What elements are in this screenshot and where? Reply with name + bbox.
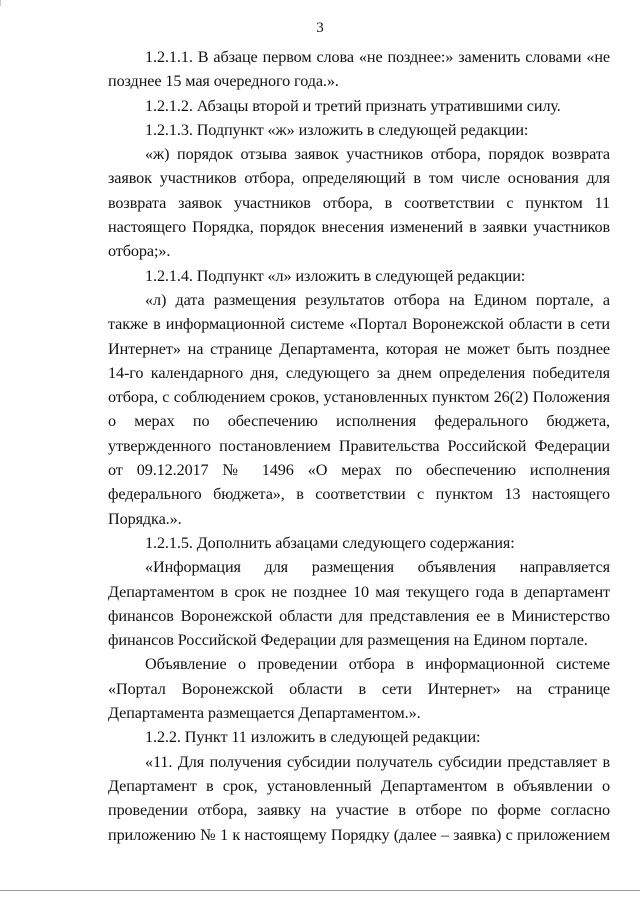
scan-corner-mark bbox=[0, 0, 1, 6]
scan-bottom-edge bbox=[0, 890, 640, 891]
document-body bbox=[108, 45, 610, 847]
paragraph-1-2-2: 1.2.2. Пункт 11 изложить в следующей редакции: bbox=[145, 728, 481, 747]
paragraph-subpoint-l: «л) дата размещения результатов отбора на Едином портале, а также в информационной системе «Портал Воронежской области в сети Интернет» на странице Департамента, которая не может быть позднее 14-го календарного дня, следующего за днем определения победителя отбора, с соблюдением сроков, установленных пунктом 26(2) Положения о мерах по обеспечению исполнения федерального бюджета, утвержденного постановлением Правительства Российской Федерации от 09.12.2017 № 1496 «О мерах по обеспечению исполнения федерального бюджета», в соответствии с пунктом 13 настоящего Порядка.». bbox=[108, 290, 610, 528]
paragraph-subpoint-zh: «ж) порядок отзыва заявок участников отбора, порядок возврата заявок участников отбора, определяющий в том числе основания для возврата заявок участников отбора, в соответствии с пунктом 11 настоящего Порядка, порядок внесения изменений в заявки участников отбора;». bbox=[108, 145, 610, 261]
paragraph-1-2-1-1: 1.2.1.1. В абзаце первом слова «не позднее:» заменить словами «не позднее 15 мая очередного года.». bbox=[108, 48, 610, 91]
paragraph-1-2-1-2: 1.2.1.2. Абзацы второй и третий признать утратившими силу. bbox=[145, 96, 561, 115]
paragraph-1-2-1-3: 1.2.1.3. Подпункт «ж» изложить в следующей редакции: bbox=[145, 120, 529, 139]
page-number: 3 bbox=[316, 20, 324, 36]
paragraph-1-2-1-4: 1.2.1.4. Подпункт «л» изложить в следующей редакции: bbox=[145, 266, 526, 285]
paragraph-announcement: Объявление о проведении отбора в информационной системе «Портал Воронежской области в сети Интернет» на странице Департамента размещается Департаментом.». bbox=[108, 655, 610, 723]
paragraph-point-11: «11. Для получения субсидии получатель субсидии представляет в Департамент в срок, установленный Департаментом в объявлении о проведении отбора, заявку на участие в отборе по форме согласно приложению № 1 к настоящему Порядку (далее – заявка) с приложением bbox=[108, 752, 610, 844]
paragraph-information: «Информация для размещения объявления направляется Департаментом в срок не позднее 10 мая текущего года в департамент финансов Воронежской области для представления ее в Министерство финансов Российской Федерации для размещения на Едином портале. bbox=[108, 558, 610, 650]
paragraph-1-2-1-5: 1.2.1.5. Дополнить абзацами следующего содержания: bbox=[145, 533, 515, 552]
